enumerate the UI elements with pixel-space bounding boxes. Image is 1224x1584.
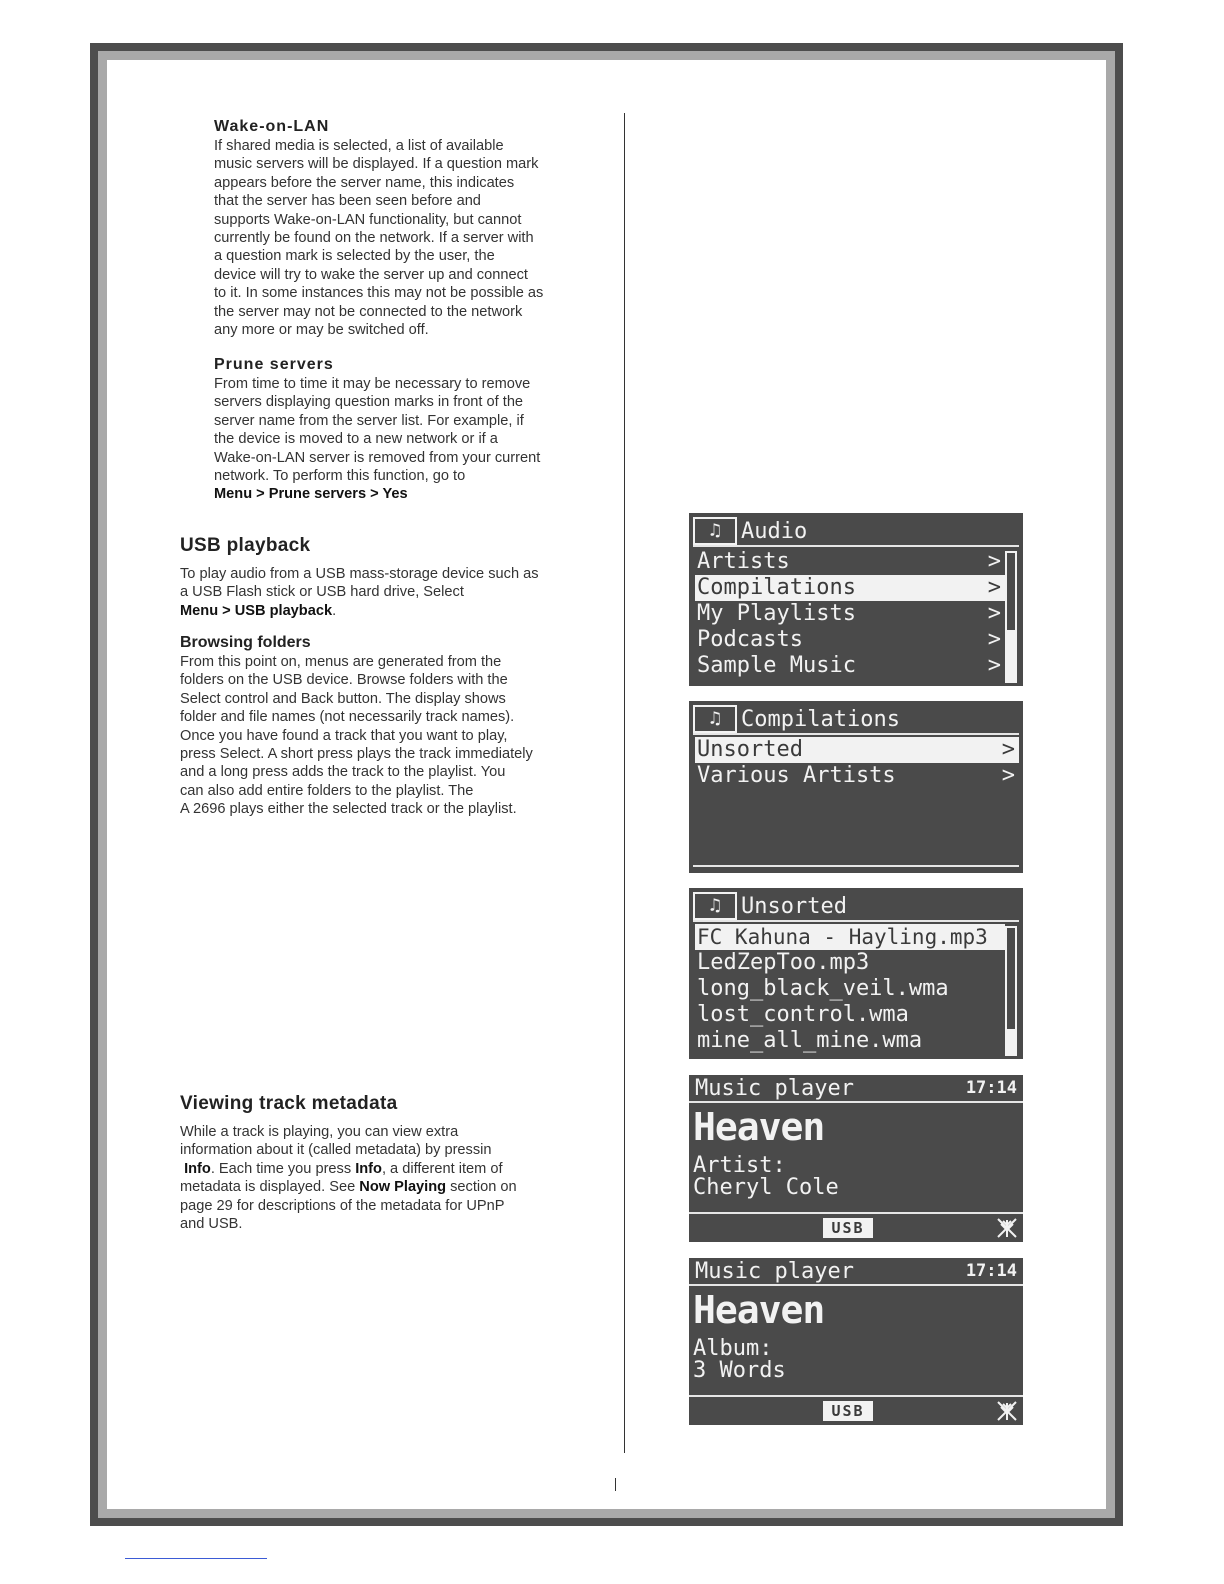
lcd-unsorted-screen (689, 888, 1023, 1059)
prune-servers-heading: Prune servers (214, 356, 334, 373)
text-line: Wake-on-LAN server is removed from your current (214, 449, 541, 466)
text-line: server name from the server list. For example, if (214, 412, 524, 429)
text-line: a USB Flash stick or USB hard drive, Select (180, 584, 464, 601)
scrollbar-thumb[interactable] (1007, 630, 1015, 681)
menu-item-label: Podcasts (697, 627, 803, 652)
music-note-icon: ♫ (693, 892, 737, 920)
scrollbar-thumb[interactable] (1007, 1029, 1015, 1054)
punctuation: . (332, 602, 337, 619)
text-line: music servers will be displayed. If a question mark (214, 156, 539, 173)
text-line: information about it (called metadata) by pressin (180, 1142, 492, 1159)
wake-on-lan-section (214, 118, 594, 339)
metadata-value: Cheryl Cole (693, 1175, 839, 1200)
info-button-ref: Info (355, 1160, 382, 1177)
text-line: From this point on, menus are generated from the (180, 654, 502, 670)
track-title: Heaven (693, 1288, 825, 1332)
lcd-music-player-album (689, 1258, 1023, 1425)
page-number-mark (615, 1478, 616, 1491)
lcd-bottom-divider (693, 865, 1019, 867)
chevron-right-icon: > (1001, 763, 1015, 788)
text-line: the server may not be connected to the network (214, 303, 523, 320)
menu-path: Menu > USB playback (180, 602, 333, 619)
lcd-title: Audio (741, 518, 808, 544)
lcd-music-player-artist (689, 1075, 1023, 1242)
text-line: From time to time it may be necessary to remove (214, 376, 531, 392)
menu-item-compilations[interactable] (695, 575, 1005, 601)
browsing-folders-section (180, 634, 590, 819)
lcd-menu-list (695, 549, 1005, 679)
file-item[interactable] (695, 1028, 1005, 1054)
viewing-metadata-text (180, 1123, 590, 1233)
prune-servers-section (214, 356, 594, 504)
prune-servers-text (214, 375, 594, 504)
usb-playback-section (180, 535, 590, 620)
text-fragment: , a different item of (381, 1160, 503, 1177)
track-title: Heaven (693, 1105, 825, 1149)
text-line: supports Wake-on-LAN functionality, but cannot (214, 211, 522, 228)
file-item[interactable] (695, 976, 1005, 1002)
player-status-bar (689, 1395, 1023, 1425)
lcd-title: Unsorted (741, 893, 847, 919)
file-item[interactable] (695, 950, 1005, 976)
menu-item-my-playlists[interactable] (695, 601, 1005, 627)
clock: 17:14 (965, 1261, 1017, 1281)
text-line: While a track is playing, you can view extra (180, 1124, 459, 1140)
chevron-right-icon: > (987, 549, 1001, 574)
file-name: mine_all_mine.wma (697, 1028, 923, 1053)
chevron-right-icon: > (1001, 737, 1015, 762)
lcd-audio-screen (689, 513, 1023, 686)
player-title: Music player (695, 1258, 854, 1284)
menu-item-label: Various Artists (697, 763, 896, 788)
wake-on-lan-heading: Wake-on-LAN (214, 118, 330, 135)
text-line: servers displaying question marks in front of the (214, 394, 524, 411)
file-item[interactable] (695, 1002, 1005, 1028)
menu-item-various-artists[interactable] (695, 763, 1019, 789)
file-name: LedZepToo.mp3 (697, 950, 870, 975)
usb-playback-heading: USB playback (180, 535, 311, 556)
lcd-file-list (695, 924, 1005, 1054)
text-line: the device is moved to a new network or if a (214, 431, 498, 448)
metadata-label: Artist: (693, 1153, 786, 1178)
text-fragment: metadata is displayed. See (180, 1179, 360, 1196)
browsing-folders-text (180, 653, 590, 819)
menu-path: Menu > Prune servers > Yes (214, 486, 408, 503)
now-playing-ref: Now Playing (359, 1179, 447, 1196)
usb-playback-text (180, 565, 590, 620)
menu-item-label: Unsorted (697, 737, 803, 762)
no-signal-icon (995, 1216, 1019, 1240)
column-divider (624, 113, 625, 1453)
player-header (689, 1075, 1023, 1103)
menu-item-label: Sample Music (697, 653, 856, 678)
text-line: that the server has been seen before and (214, 193, 481, 210)
text-line: page 29 for descriptions of the metadata for UPnP (180, 1197, 505, 1214)
menu-item-label: Compilations (697, 575, 856, 600)
file-name: lost_control.wma (697, 1002, 909, 1027)
lcd-scrollbar[interactable] (1005, 926, 1017, 1056)
chevron-right-icon: > (987, 575, 1001, 600)
menu-item-label: Artists (697, 549, 790, 574)
player-header (689, 1258, 1023, 1286)
menu-item-sample-music[interactable] (695, 653, 1005, 679)
text-line: can also add entire folders to the playlist. The (180, 782, 474, 799)
wake-on-lan-text (214, 137, 594, 339)
chevron-right-icon: > (987, 601, 1001, 626)
viewing-metadata-heading: Viewing track metadata (180, 1093, 398, 1114)
text-line: and USB. (180, 1216, 243, 1233)
file-item[interactable] (695, 924, 1005, 950)
text-fragment: . Each time you press (210, 1160, 356, 1177)
browsing-folders-heading: Browsing folders (180, 634, 311, 651)
text-line: and a long press adds the track to the playlist. You (180, 764, 506, 781)
file-name: long_black_veil.wma (697, 976, 949, 1001)
music-note-icon: ♫ (693, 517, 737, 545)
lcd-header (693, 705, 1019, 735)
text-line: device will try to wake the server up and connect (214, 266, 528, 283)
text-line: folders on the USB device. Browse folders with the (180, 672, 508, 689)
lcd-compilations-screen (689, 701, 1023, 873)
music-note-icon: ♫ (693, 705, 737, 733)
chevron-right-icon: > (987, 653, 1001, 678)
no-signal-icon (995, 1399, 1019, 1423)
text-line: To play audio from a USB mass-storage device such as (180, 566, 539, 582)
lcd-header (693, 517, 1019, 547)
text-line: folder and file names (not necessarily track names). (180, 709, 515, 726)
player-status-bar (689, 1212, 1023, 1242)
text-line: a question mark is selected by the user, the (214, 248, 495, 265)
text-line: Once you have found a track that you want to play, (180, 727, 508, 744)
player-title: Music player (695, 1075, 854, 1101)
metadata-label: Album: (693, 1336, 773, 1361)
text-line: press Select. A short press plays the track immediately (180, 746, 533, 763)
text-line: currently be found on the network. If a server with (214, 230, 534, 247)
usb-source-badge: USB (823, 1401, 873, 1421)
viewing-metadata-section (180, 1093, 590, 1233)
menu-item-unsorted[interactable] (695, 737, 1019, 763)
file-name: FC Kahuna - Hayling.mp3 (697, 925, 988, 949)
text-line: appears before the server name, this indicates (214, 174, 515, 191)
text-fragment: section on (446, 1179, 517, 1196)
text-line: If shared media is selected, a list of available (214, 138, 504, 154)
footer-link-underline (125, 1558, 267, 1559)
info-button-ref: Info (184, 1160, 211, 1177)
menu-item-label: My Playlists (697, 601, 856, 626)
lcd-scrollbar[interactable] (1005, 551, 1017, 683)
lcd-title: Compilations (741, 706, 900, 732)
chevron-right-icon: > (987, 627, 1001, 652)
menu-item-podcasts[interactable] (695, 627, 1005, 653)
text-line: network. To perform this function, go to (214, 468, 466, 485)
lcd-menu-list (695, 737, 1019, 789)
text-line: any more or may be switched off. (214, 322, 429, 339)
menu-item-artists[interactable] (695, 549, 1005, 575)
metadata-value: 3 Words (693, 1358, 786, 1383)
text-line: Select control and Back button. The display shows (180, 690, 506, 707)
text-line: A 2696 plays either the selected track or the playlist. (180, 801, 517, 818)
usb-source-badge: USB (823, 1218, 873, 1238)
lcd-header (693, 892, 1019, 922)
clock: 17:14 (965, 1078, 1017, 1098)
text-line: to it. In some instances this may not be possible as (214, 285, 544, 302)
